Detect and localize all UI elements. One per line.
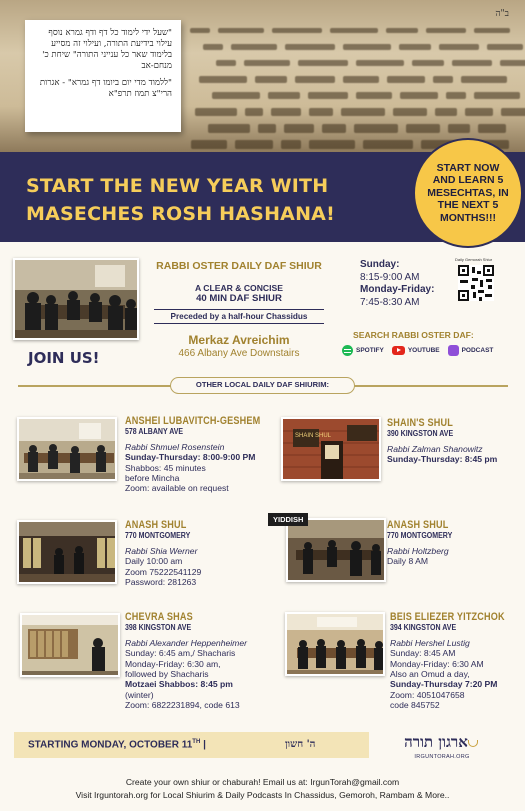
other-shiurim-header: OTHER LOCAL DAILY DAF SHIURIM:	[170, 377, 355, 394]
badge-text: START NOW AND LEARN 5 MESECHTAS, IN THE NEXT 5 MONTHS!!!	[427, 161, 509, 224]
shul-address: 578 ALBANY AVE	[125, 427, 184, 437]
shul-line: Also an Omud a day,	[390, 669, 470, 680]
shul-line: Sunday-Thursday: 8:00-9:00 PM	[125, 452, 256, 463]
shul-line: Sunday-Thursday: 8:45 pm	[387, 454, 498, 465]
hebrew-text-blur	[272, 28, 322, 33]
bh-mark: ב"ה	[495, 9, 509, 19]
hebrew-text-blur	[448, 124, 470, 133]
main-shiur-info	[146, 260, 332, 359]
irgun-torah-logo[interactable]	[402, 733, 482, 760]
shul-line: Sunday: 8:45 AM	[390, 648, 456, 659]
shul-name: CHEVRA SHAS	[125, 611, 193, 623]
banner-title	[26, 172, 406, 228]
shul-photo-chevra-shas	[20, 613, 120, 677]
shul-name: ANASH SHUL	[125, 519, 187, 531]
hebrew-text-blur	[271, 108, 301, 116]
hebrew-text-blur	[255, 76, 287, 83]
shul-beis-eliezer	[390, 612, 524, 711]
hebrew-text-blur	[258, 124, 276, 133]
shul-name: BEIS ELIEZER YITZCHOK	[390, 611, 505, 623]
hebrew-text-blur	[439, 44, 479, 50]
quote-text-2: "ללמוד מדי יום ביומו דף גמרא" - אגרות הרי"צ תמוז תרפ"א	[39, 78, 172, 99]
hebrew-text-blur	[208, 124, 250, 133]
youtube-label: YOUTUBE	[407, 347, 440, 354]
sunday-label: Sunday:	[360, 259, 400, 270]
hebrew-text-blur	[218, 28, 264, 33]
shul-rabbi: Rabbi Hershel Lustig	[390, 637, 470, 648]
hebrew-text-blur	[356, 92, 392, 99]
shul-address: 394 KINGSTON AVE	[390, 623, 457, 633]
hebrew-date: ה' חשון	[285, 739, 316, 750]
start-now-badge	[413, 138, 523, 248]
hebrew-text-blur	[298, 60, 348, 66]
shul-rabbi: Rabbi Shia Werner	[125, 545, 198, 556]
hebrew-text-blur	[363, 140, 413, 149]
shul-anash-holtzberg	[387, 520, 460, 567]
weekday-time: 7:45-8:30 AM	[360, 296, 420, 308]
main-schedule	[360, 259, 460, 309]
shul-rabbi: Rabbi Shmuel Rosenstein	[125, 441, 225, 452]
clear-concise-text: A CLEAR & CONCISE	[194, 283, 283, 293]
spotify-icon	[342, 345, 353, 356]
hebrew-text-blur	[474, 28, 510, 33]
quote-text-1: "שעל ידי לימוד כל דף ודף גמרא נוסף עילוי בידיעת התורה, ועילוי זה מסייע בלימוד שאר כל ענייני התורה" שיחת כ' מנחם-אב	[42, 28, 172, 71]
shul-line: Shabbos: 45 minutes	[125, 462, 206, 473]
hebrew-text-blur	[501, 108, 525, 116]
shul-line: Motzaei Shabbos: 8:45 pm	[125, 679, 233, 690]
shul-line: Zoom: 4051047658	[390, 689, 465, 700]
starting-date: STARTING MONDAY, OCTOBER 11	[28, 739, 193, 751]
hebrew-text-blur	[399, 44, 431, 50]
hebrew-text-blur	[235, 140, 273, 149]
hebrew-text-blur	[191, 140, 227, 149]
shul-photo-anash-1	[17, 520, 117, 584]
shul-address: 390 KINGSTON AVE	[387, 429, 454, 439]
hebrew-text-blur	[309, 108, 333, 116]
hebrew-text-blur	[212, 92, 260, 99]
venue-name: Merkaz Avreichim	[188, 333, 290, 347]
hebrew-text-blur	[426, 28, 466, 33]
shiur-photo	[13, 258, 139, 340]
shul-name: ANASH SHUL	[387, 519, 449, 531]
starting-date-bar	[14, 732, 369, 758]
shul-address: 770 MONTGOMERY	[387, 531, 453, 541]
hebrew-text-blur	[309, 140, 355, 149]
book-icon	[468, 740, 478, 747]
hebrew-text-blur	[386, 28, 418, 33]
shul-photo-shains	[281, 417, 381, 481]
shul-sign-text: SHAIN SHUL	[295, 433, 332, 439]
shiur-photo-image	[15, 260, 139, 340]
duration-text: 40 MIN DAF SHIUR	[196, 293, 282, 304]
qr-label: Daily Gemorah Shiur	[455, 257, 493, 262]
hebrew-text-background	[180, 0, 525, 152]
shul-line: Sunday-Thursday 7:20 PM	[390, 679, 498, 690]
hebrew-text-blur	[343, 44, 391, 50]
shul-photo-anshei	[17, 417, 117, 481]
hebrew-text-blur	[190, 28, 210, 33]
shul-rabbi: Rabbi Alexander Heppenheimer	[125, 637, 247, 648]
hebrew-text-blur	[281, 140, 301, 149]
hebrew-text-blur	[400, 92, 438, 99]
hebrew-text-blur	[308, 92, 348, 99]
shul-line: Sunday: 6:45 am,/ Shacharis	[125, 648, 236, 659]
sunday-time: 8:15-9:00 AM	[360, 271, 420, 283]
hebrew-text-blur	[195, 108, 237, 116]
starting-date-suffix: TH	[192, 739, 201, 745]
venue-address: 466 Albany Ave Downstairs	[178, 348, 300, 359]
hebrew-text-blur	[216, 60, 236, 66]
shul-address: 770 MONTGOMERY	[125, 531, 191, 541]
hebrew-text-blur	[356, 60, 404, 66]
hebrew-text-blur	[435, 108, 457, 116]
footer-line-2: Visit Irguntorah.org for Local Shiurim & Daily Podcasts In Chassidus, Gemoroh, Rambam & More..	[75, 790, 450, 800]
shul-line: Zoom 75222541129	[125, 566, 202, 577]
shul-line: Monday-Friday: 6:30 am,	[125, 658, 221, 669]
logo-url: IRGUNTORAH.ORG	[414, 754, 470, 760]
shul-photo-beis-eliezer	[285, 612, 385, 676]
podcast-icon	[448, 345, 459, 356]
shul-line: before Mincha	[125, 473, 180, 484]
hebrew-text-blur	[330, 28, 378, 33]
banner-title-line2: MASECHES ROSH HASHANA!	[26, 203, 335, 225]
shul-rabbi: Rabbi Zalman Shanowitz	[387, 443, 483, 454]
search-label: SEARCH RABBI OSTER DAF:	[353, 330, 474, 340]
youtube-icon	[392, 346, 405, 355]
hebrew-text-blur	[245, 108, 263, 116]
hebrew-text-blur	[387, 76, 425, 83]
shul-line: Monday-Friday: 6:30 AM	[390, 658, 484, 669]
hebrew-text-blur	[199, 76, 247, 83]
hebrew-text-blur	[500, 60, 525, 66]
hebrew-text-blur	[244, 60, 290, 66]
hebrew-text-blur	[487, 44, 523, 50]
shul-anash-werner	[125, 520, 201, 587]
podcast-link[interactable]	[448, 345, 494, 356]
shul-line: Password: 281263	[125, 577, 197, 588]
youtube-link[interactable]	[392, 346, 440, 355]
hebrew-text-blur	[478, 124, 506, 133]
spotify-label: SPOTIFY	[356, 347, 384, 354]
shul-line: Zoom: available on request	[125, 483, 229, 494]
main-rabbi-title: RABBI OSTER DAILY DAF SHIUR	[156, 260, 322, 272]
hebrew-text-blur	[341, 108, 385, 116]
shul-chevra-shas	[125, 612, 247, 711]
hebrew-text-blur	[268, 92, 300, 99]
shul-line: Daily 8 AM	[387, 556, 429, 567]
hebrew-text-blur	[354, 124, 398, 133]
shul-shains	[387, 418, 497, 465]
hebrew-text-blur	[474, 92, 520, 99]
starting-date-separator: |	[200, 739, 206, 751]
footer-line-1: Create your own shiur or chaburah! Email us at: IrgunTorah@gmail.com	[125, 777, 400, 787]
starting-date-text	[28, 739, 206, 750]
yiddish-tag: YIDDISH	[268, 513, 308, 526]
shul-line: Daily 10:00 am	[125, 556, 183, 567]
shul-line: followed by Shacharis	[125, 669, 209, 680]
shul-photo-anash-2	[286, 518, 386, 582]
hebrew-text-blur	[322, 124, 346, 133]
hebrew-text-blur	[393, 108, 427, 116]
join-us-label: JOIN US!	[28, 349, 100, 367]
weekday-label: Monday-Friday:	[360, 284, 435, 295]
preceded-text: Preceded by a half-hour Chassidus	[154, 309, 324, 324]
hebrew-text-blur	[343, 76, 379, 83]
shul-line: Zoom: 6822231894, code 613	[125, 700, 240, 711]
hebrew-text-blur	[231, 44, 277, 50]
hebrew-text-blur	[406, 124, 440, 133]
hebrew-text-blur	[465, 108, 493, 116]
hebrew-text-blur	[433, 76, 453, 83]
podcast-platforms	[342, 345, 493, 356]
shul-line: (winter)	[125, 689, 154, 700]
shul-rabbi: Rabbi Holtzberg	[387, 545, 449, 556]
spotify-link[interactable]	[342, 345, 384, 356]
hebrew-text-blur	[285, 44, 335, 50]
hebrew-text-blur	[452, 60, 492, 66]
shul-line: code 845752	[390, 700, 440, 711]
shul-name: ANSHEI LUBAVITCH-GESHEM	[125, 415, 261, 427]
logo-hebrew-text: ארגון תורה	[404, 733, 468, 751]
hebrew-text-blur	[203, 44, 223, 50]
shul-anshei-lubavitch	[125, 416, 282, 494]
quote-card	[25, 20, 181, 132]
logo-hebrew	[402, 733, 482, 752]
podcast-label: PODCAST	[461, 347, 494, 354]
qr-code[interactable]	[458, 265, 494, 301]
shul-name: SHAIN'S SHUL	[387, 417, 453, 429]
hebrew-text-blur	[284, 124, 314, 133]
hebrew-text-blur	[412, 60, 444, 66]
hero-image	[0, 0, 525, 152]
banner-title-line1: START THE NEW YEAR WITH	[26, 175, 329, 197]
shul-address: 398 KINGSTON AVE	[125, 623, 192, 633]
hebrew-text-blur	[461, 76, 507, 83]
hebrew-text-blur	[295, 76, 335, 83]
hebrew-text-blur	[446, 92, 466, 99]
